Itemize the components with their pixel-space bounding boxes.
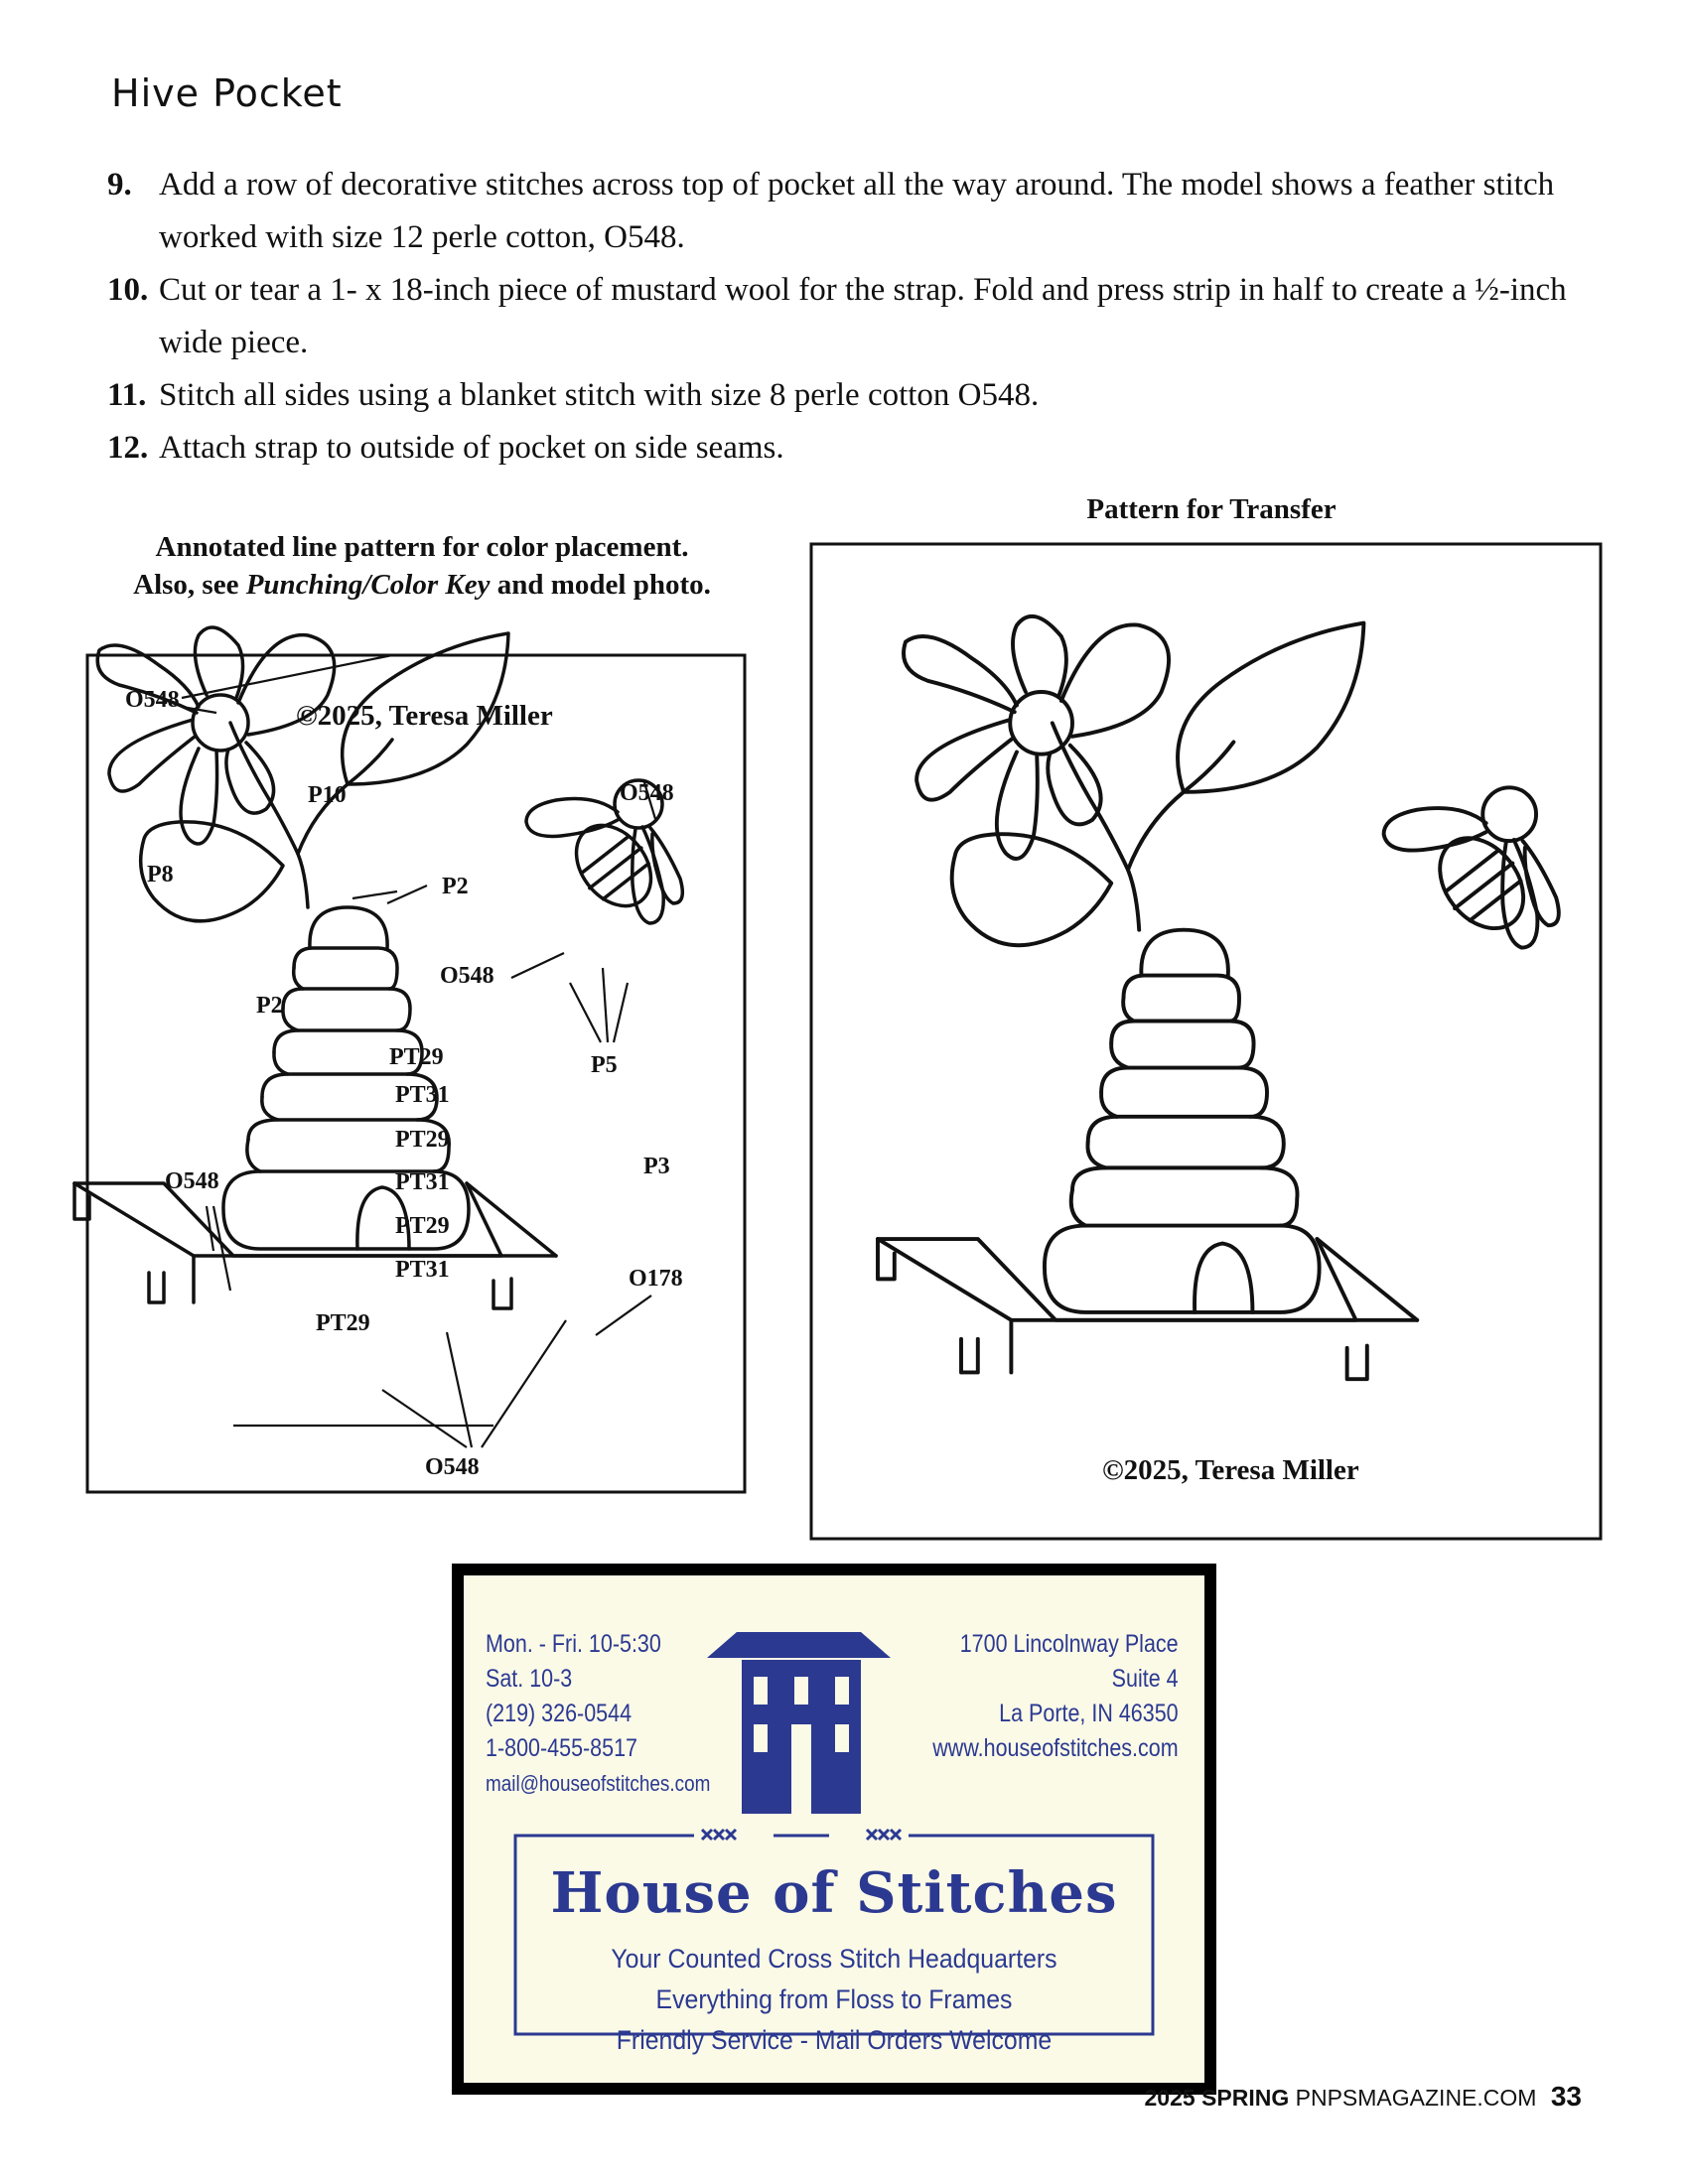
step-number: 11. <box>107 377 147 413</box>
step-number: 10. <box>107 272 149 308</box>
label-o548-left: O548 <box>165 1168 219 1194</box>
step-text: Attach strap to outside of pocket on side seams. <box>159 430 784 466</box>
label-o548-bee-head: O548 <box>620 780 674 806</box>
label-pt31-c: PT31 <box>395 1257 450 1283</box>
ad-hours-weekday: Mon. - Fri. 10-5:30 <box>486 1630 661 1658</box>
step-text: Add a row of decorative stitches across top of pocket all the way around. The model shows a feather stitch worked with size 12 perle cotton, O548. <box>159 167 1555 255</box>
color-key-labels <box>125 687 683 1480</box>
step-text: Cut or tear a 1- x 18-inch piece of mustard wool for the strap. Fold and press strip in half to create a ½-inch wide piece. <box>159 272 1567 360</box>
caption-text: and model photo. <box>490 569 711 601</box>
step-text: Stitch all sides using a blanket stitch with size 8 perle cotton O548. <box>159 377 1040 413</box>
page-footer <box>1145 2081 1583 2113</box>
label-p3: P3 <box>643 1154 670 1179</box>
label-pt29-d: PT29 <box>316 1310 370 1336</box>
label-p5: P5 <box>591 1052 618 1078</box>
ad-hours-saturday: Sat. 10-3 <box>486 1665 573 1693</box>
label-o178: O178 <box>629 1266 683 1292</box>
label-p2-stem: P2 <box>442 874 469 899</box>
ad-phone-tollfree: 1-800-455-8517 <box>486 1734 638 1762</box>
transfer-hive-drawing <box>878 616 1559 1379</box>
transfer-copyright: ©2025, Teresa Miller <box>1102 1454 1359 1486</box>
transfer-pattern-caption: Pattern for Transfer <box>1086 493 1336 525</box>
label-o548-bee-stripes: O548 <box>440 963 494 989</box>
ad-taglines <box>493 1939 1175 2061</box>
page-title: Hive Pocket <box>111 71 343 115</box>
step-number: 9. <box>107 167 132 203</box>
ad-address-line3: La Porte, IN 46350 <box>999 1700 1179 1727</box>
label-pt29-c: PT29 <box>395 1213 450 1239</box>
ad-email: mail@houseofstitches.com <box>486 1771 711 1796</box>
caption-emphasis: Punching/Color Key <box>245 569 491 601</box>
ad-address-line2: Suite 4 <box>1112 1665 1179 1693</box>
ad-tagline-3: Friendly Service - Mail Orders Welcome <box>616 2025 1053 2055</box>
ad-website: www.houseofstitches.com <box>932 1734 1179 1762</box>
caption-line-1: Annotated line pattern for color placement. <box>155 531 689 563</box>
label-pt29-top: PT29 <box>389 1044 444 1070</box>
label-p8: P8 <box>147 862 174 887</box>
label-p10: P10 <box>308 782 347 808</box>
ad-address-line1: 1700 Lincolnway Place <box>960 1630 1179 1658</box>
label-o548-top: O548 <box>125 687 180 713</box>
label-p2-leaf: P2 <box>256 993 283 1019</box>
ad-brand-name: House of Stitches <box>550 1860 1118 1926</box>
annotated-copyright: ©2025, Teresa Miller <box>296 700 553 732</box>
ad-tagline-1: Your Counted Cross Stitch Headquarters <box>611 1944 1057 1974</box>
step-number: 12. <box>107 430 149 466</box>
label-pt31-a: PT31 <box>395 1082 450 1108</box>
ad-phone-local: (219) 326-0544 <box>486 1700 633 1727</box>
footer-season: 2025 SPRING <box>1144 2085 1290 2111</box>
ad-tagline-2: Everything from Floss to Frames <box>655 1984 1013 2014</box>
house-of-stitches-ad <box>452 1564 1216 2095</box>
caption-text: Also, see <box>133 569 246 601</box>
ad-panel <box>464 1575 1204 2083</box>
footer-site: PNPSMAGAZINE.COM <box>1295 2085 1537 2111</box>
label-pt31-b: PT31 <box>395 1169 450 1195</box>
page-number: 33 <box>1550 2081 1582 2112</box>
label-pt29-b: PT29 <box>395 1127 450 1153</box>
label-o548-bottom: O548 <box>425 1454 480 1480</box>
